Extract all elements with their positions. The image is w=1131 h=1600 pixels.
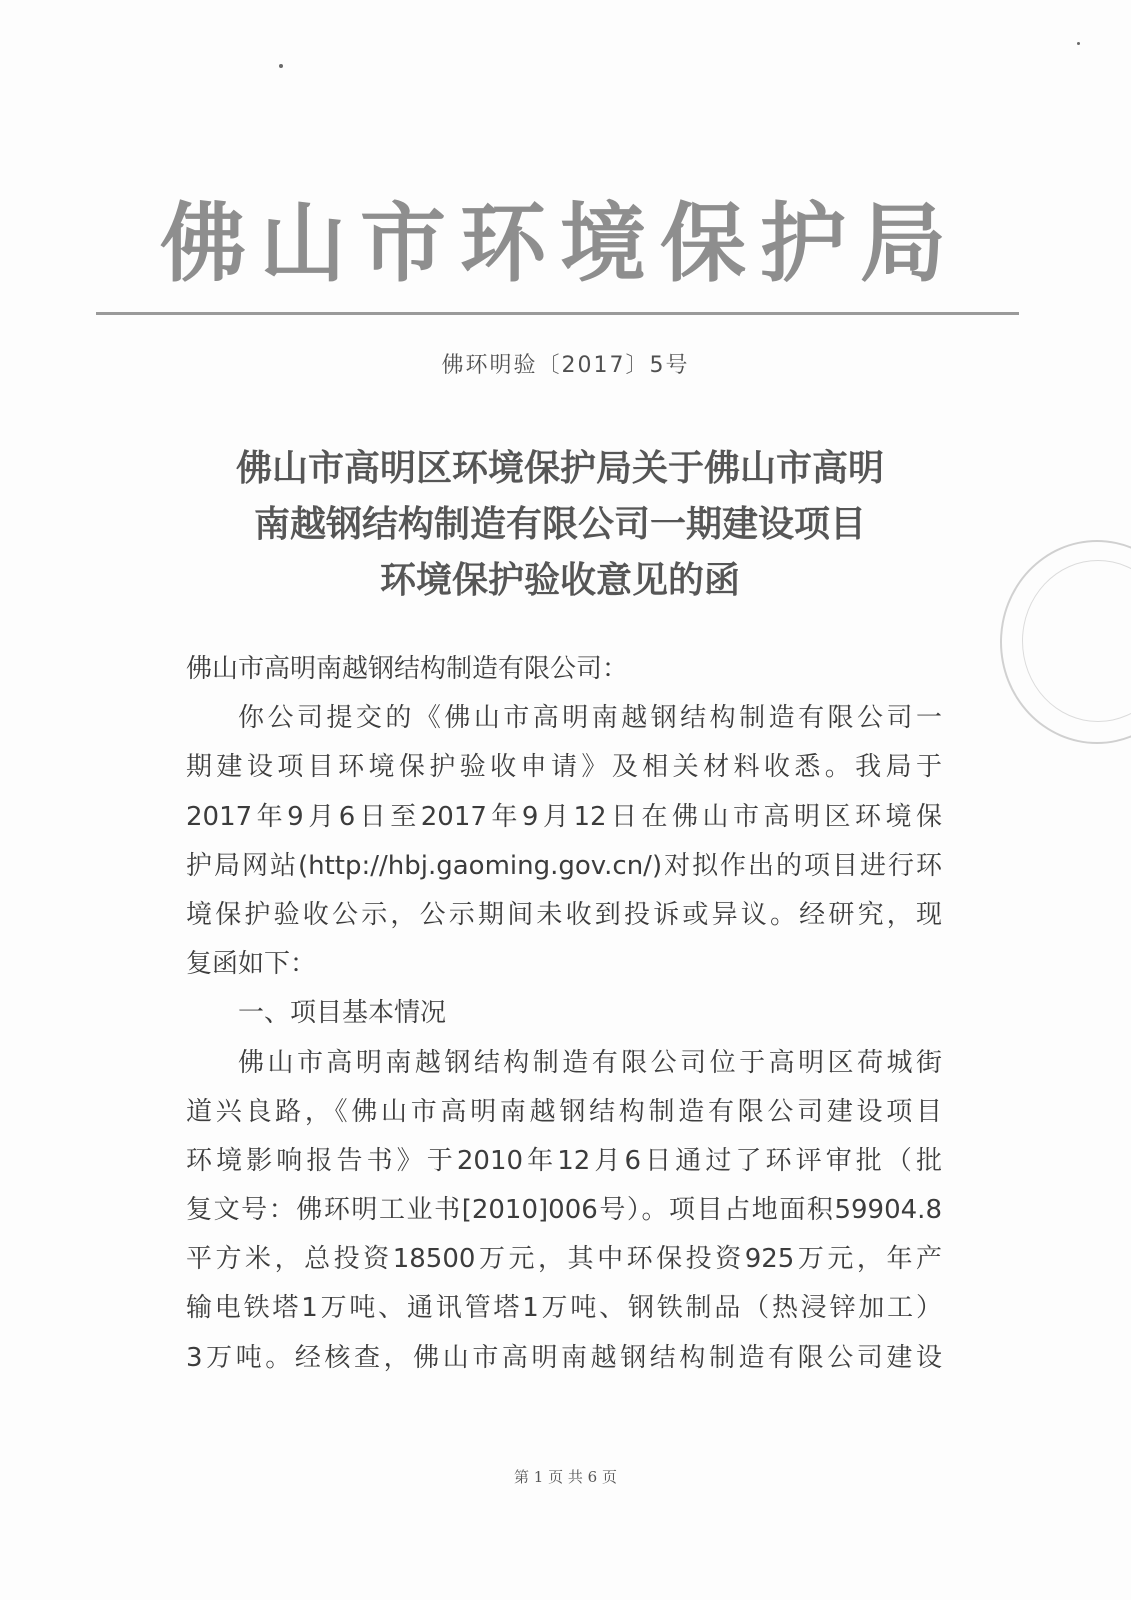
scan-speck <box>279 64 283 68</box>
salutation: 佛山市高明南越钢结构制造有限公司： <box>186 654 629 684</box>
title-line: 佛山市高明区环境保护局关于佛山市高明 <box>235 447 884 489</box>
scan-speck <box>1077 42 1080 45</box>
body-line: 3万吨。经核查，佛山市高明南越钢结构制造有限公司建设 <box>186 1342 942 1373</box>
body-line: 佛山市高明南越钢结构制造有限公司位于高明区荷城街 <box>238 1047 942 1078</box>
body-line: 环境影响报告书》于2010年12月6日通过了环评审批（批 <box>186 1145 942 1176</box>
section-heading: 一、项目基本情况 <box>238 998 447 1029</box>
body-line: 复文号：佛环明工业书[2010]006号）。项目占地面积59904.8 <box>186 1195 942 1226</box>
body-line: 道兴良路，《佛山市高明南越钢结构制造有限公司建设项目 <box>186 1096 942 1127</box>
body-line: 期建设项目环境保护验收申请》及相关材料收悉。我局于 <box>186 752 942 783</box>
letter-body <box>186 645 942 1383</box>
body-line: 复函如下： <box>186 949 317 980</box>
page-number: 第 1 页 共 6 页 <box>514 1468 617 1486</box>
body-line: 平方米，总投资18500万元，其中环保投资925万元，年产 <box>186 1244 942 1275</box>
body-line: 你公司提交的《佛山市高明南越钢结构制造有限公司一 <box>238 703 942 734</box>
body-line: 境保护验收公示，公示期间未收到投诉或异议。经研究，现 <box>186 899 942 930</box>
body-line: 护局网站(http://hbj.gaoming.gov.cn/)对拟作出的项目进行环 <box>186 850 942 881</box>
official-seal-fragment <box>1000 540 1131 744</box>
document-title <box>180 440 940 608</box>
agency-letterhead: 佛山市环境保护局 <box>160 193 960 294</box>
body-line: 输电铁塔1万吨、通讯管塔1万吨、钢铁制品（热浸锌加工） <box>186 1293 942 1324</box>
title-line: 南越钢结构制造有限公司一期建设项目 <box>253 503 866 545</box>
document-number: 佛环明验〔2017〕5号 <box>441 353 690 378</box>
seal-inner-ring <box>1022 560 1131 722</box>
title-line: 环境保护验收意见的函 <box>379 559 740 601</box>
letterhead-divider <box>96 312 1019 315</box>
body-line: 2017年9月6日至2017年9月12日在佛山市高明区环境保 <box>186 801 942 832</box>
